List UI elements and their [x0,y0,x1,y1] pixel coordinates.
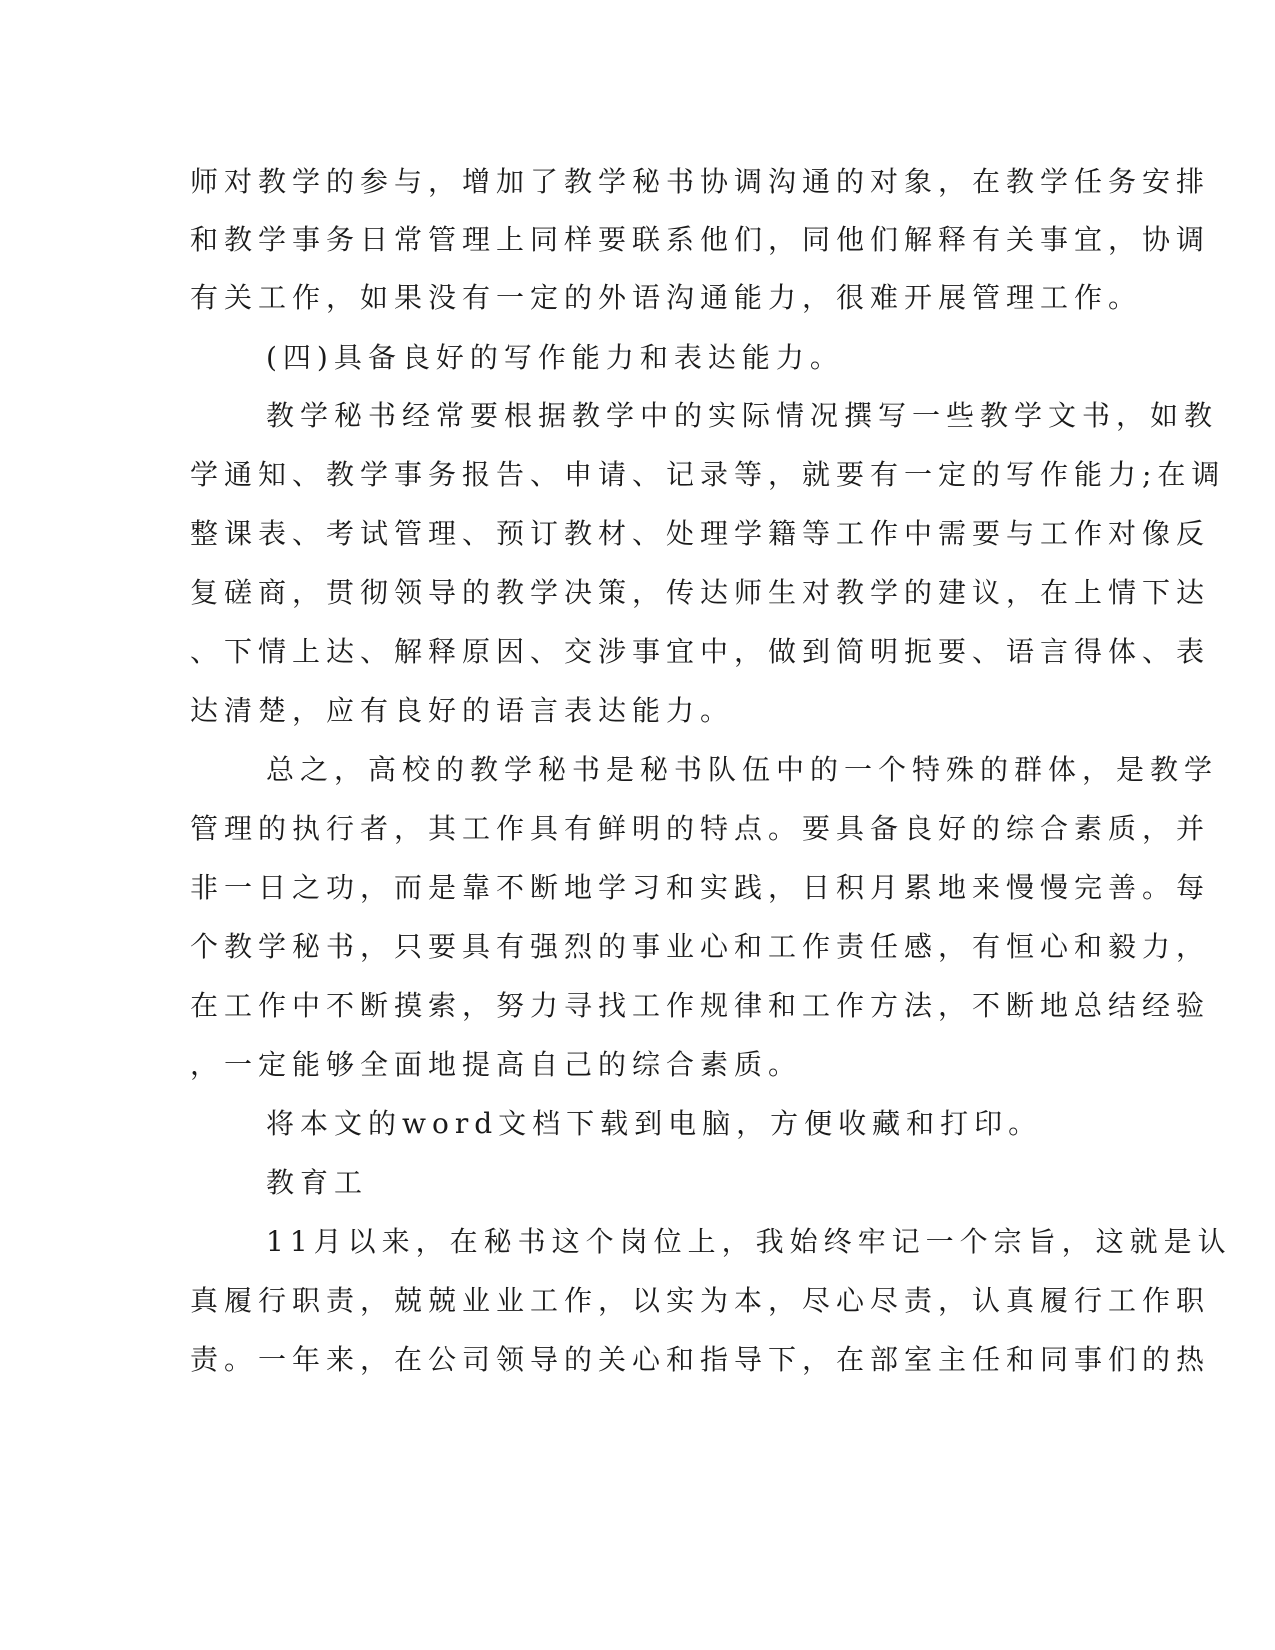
paragraph-title: 教育工 [266,1166,369,1199]
paragraph-line: 达清楚，应有良好的语言表达能力。 [190,694,735,727]
paragraph-line: 教学秘书经常要根据教学中的实际情况撰写一些教学文书，如教 [266,399,1219,432]
paragraph-line: 11月以来，在秘书这个岗位上，我始终牢记一个宗旨，这就是认 [266,1225,1232,1258]
paragraph-line: 和教学事务日常管理上同样要联系他们，同他们解释有关事宜，协调 [190,223,1211,256]
paragraph-line: 在工作中不断摸索，努力寻找工作规律和工作方法，不断地总结经验 [190,989,1211,1022]
paragraph-line: 管理的执行者，其工作具有鲜明的特点。要具备良好的综合素质，并 [190,812,1211,845]
paragraph-line: 非一日之功，而是靠不断地学习和实践，日积月累地来慢慢完善。每 [190,871,1211,904]
paragraph-line: 有关工作，如果没有一定的外语沟通能力，很难开展管理工作。 [190,281,1143,314]
paragraph-line: ，一定能够全面地提高自己的综合素质。 [190,1048,803,1081]
paragraph-line: 真履行职责，兢兢业业工作，以实为本，尽心尽责，认真履行工作职 [190,1284,1211,1317]
paragraph-line: 责。一年来，在公司领导的关心和指导下，在部室主任和同事们的热 [190,1343,1211,1376]
paragraph-line: 整课表、考试管理、预订教材、处理学籍等工作中需要与工作对像反 [190,517,1211,550]
download-note: 将本文的word文档下载到电脑，方便收藏和打印。 [266,1107,1043,1140]
section-heading: (四)具备良好的写作能力和表达能力。 [266,341,844,374]
paragraph-line: 个教学秘书，只要具有强烈的事业心和工作责任感，有恒心和毅力， [190,930,1211,963]
paragraph-line: 、下情上达、解释原因、交涉事宜中，做到简明扼要、语言得体、表 [190,635,1211,668]
paragraph-line: 总之，高校的教学秘书是秘书队伍中的一个特殊的群体，是教学 [266,753,1219,786]
paragraph-line: 学通知、教学事务报告、申请、记录等，就要有一定的写作能力;在调 [190,458,1226,491]
paragraph-line: 师对教学的参与，增加了教学秘书协调沟通的对象，在教学任务安排 [190,165,1211,198]
paragraph-line: 复磋商，贯彻领导的教学决策，传达师生对教学的建议，在上情下达 [190,576,1211,609]
